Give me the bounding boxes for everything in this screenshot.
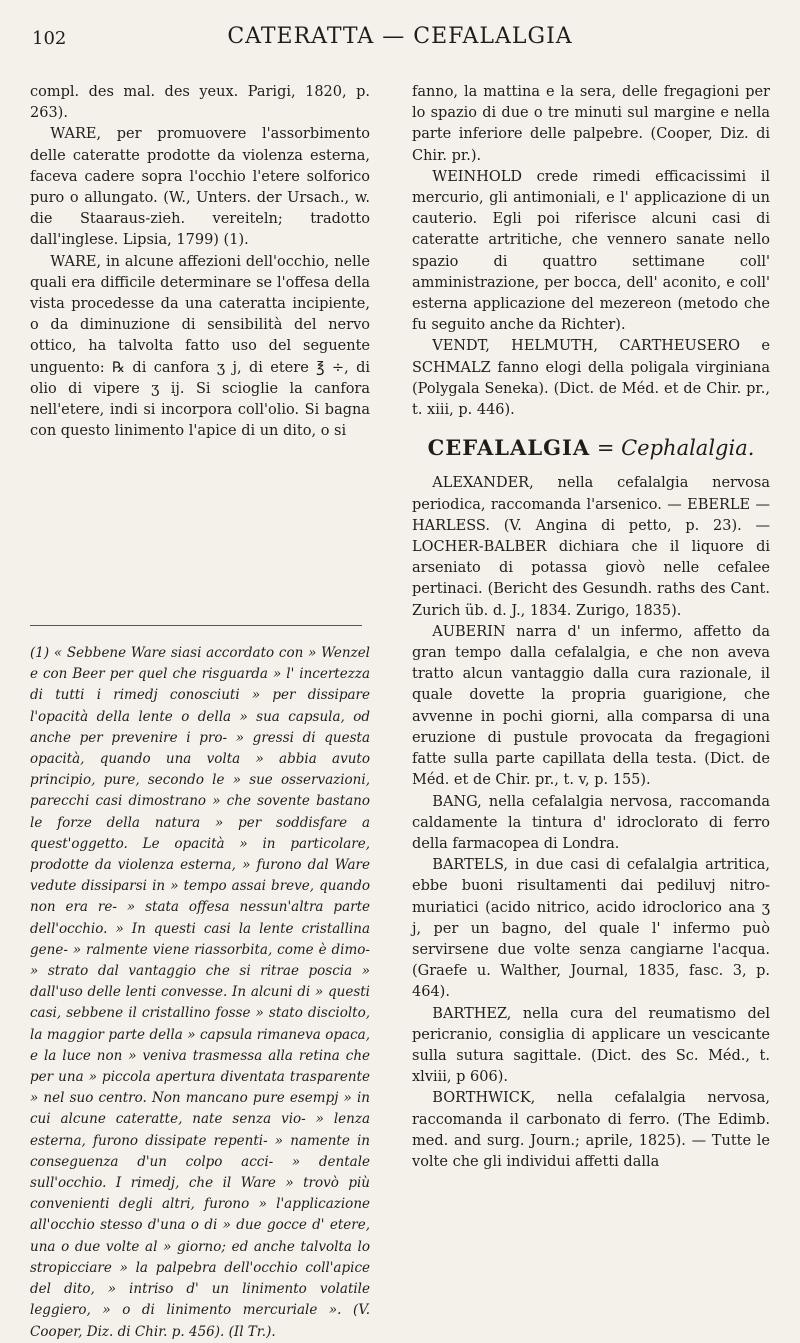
paragraph: fanno, la mattina e la sera, delle fregagioni per lo spazio di due o tre minuti sul margine e nella parte inferiore delle palpebre. (Cooper, Diz. di Chir. pr.). bbox=[412, 84, 770, 164]
paragraph: BARTELS, in due casi di cefalalgia artritica, ebbe buoni risultamenti dai pediluvj nitro-muriatici (acido nitrico, acido idroclorico ana ʒ j, per un bagno, del quale l' infermo può servirsene due volte senza cangiarne l'acqua. (Graefe u. Walther, Journal, 1835, fasc. 3, p. 464). bbox=[412, 857, 770, 1001]
section-heading bbox=[412, 437, 770, 459]
paragraph: WEINHOLD crede rimedi efficacissimi il mercurio, gli antimoniali, e l' applicazione di un cauterio. Egli poi riferisce alcuni casi di cateratte artritiche, che vennero sanate nello spazio di quattro settimane coll' amministrazione, per bocca, dell' aconito, e coll' esterna applicazione del mezereon (metodo che fu seguito anche da Richter). bbox=[412, 168, 770, 334]
paragraph: VENDT, HELMUTH, CARTHEUSERO e SCHMALZ fanno elogi della poligala virginiana (Polygala Seneka). (Dict. de Méd. et de Chir. pr., t. xiii, p. 446). bbox=[412, 338, 770, 419]
footnote-text: (1) « Sebbene Ware siasi accordato con » Wenzel e con Beer per quel che risguarda » l' incertezza di tutti i rimedj conosciuti » per dissipare l'opacità della lente o della » sua capsula, od anche per prevenire i pro- » gressi di questa opacità, quando una volta » abbia avuto principio, pure, secondo le » sue osservazioni, parecchi casi dimostrano » che sovente bastano le forze della natura » per soddisfare a quest'oggetto. Le opacità » in particolare, prodotte da violenza esterna, » furono dal Ware vedute dissiparsi in » tempo assai breve, quando non era re- » stata offesa nessun'altra parte dell'occhio. » In questi casi la lente cristallina gene- » ralmente viene riassorbita, come è dimo- » strato dal vantaggio che si ritrae poscia » dall'uso delle lenti convesse. In alcuni di » questi casi, sebbene il cristallino fosse » stato disciolto, la maggior parte della » capsula rimaneva opaca, e la luce non » veniva trasmessa alla retina che per una » piccola apertura diventata trasparente » nel suo centro. Non mancano pure esempj » in cui alcune cateratte, nate senza vio- » lenza esterna, furono dissipate repenti- » namente in conseguenza d'un colpo acci- » dentale sull'occhio. I rimedj, che il Ware » trovò più convenienti degli altri, furono » l'applicazione all'occhio stesso d'una o di » due gocce d' etere, una o due volte al » giorno; ed anche talvolta lo stropicciare » la palpebra dell'occhio coll'apice del dito, » intriso d' un linimento volatile leggiero, » o di linimento mercuriale ». (V. Cooper, Diz. di Chir. p. 456). (Il Tr.). bbox=[30, 645, 370, 1340]
footnote bbox=[30, 643, 370, 1343]
page-number: 102 bbox=[32, 28, 67, 49]
paragraph: WARE, per promuovere l'assorbimento delle cateratte prodotte da violenza esterna, faceva cadere sopra l'occhio l'etere solforico puro o allungato. (W., Unters. der Ursach., w. die Staaraus-zieh. vereiteln; tradotto dall'inglese. Lipsia, 1799) (1). bbox=[30, 126, 370, 249]
left-column bbox=[30, 82, 370, 442]
paragraph: BORTHWICK, nella cefalalgia nervosa, raccomanda il carbonato di ferro. (The Edimb. med. and surg. Journ.; aprile, 1825). — Tutte le volte che gli individui affetti dalla bbox=[412, 1090, 770, 1170]
paragraph: AUBERIN narra d' un infermo, affetto da gran tempo dalla cefalalgia, e che non aveva tratto alcun vantaggio dalla cura razionale, il quale dovette la propria guarigione, che avvenne in pochi giorni, alla comparsa di una eruzione di pustule provocata da fregagioni fatte sulla parte capillata della testa. (Dict. de Méd. et de Chir. pr., t. v, p. 155). bbox=[412, 623, 770, 789]
paragraph: BANG, nella cefalalgia nervosa, raccomanda caldamente la tintura d' idroclorato di ferro della farmacopea di Londra. bbox=[412, 793, 770, 852]
footnote-divider bbox=[30, 625, 362, 626]
paragraph: ALEXANDER, nella cefalalgia nervosa periodica, raccomanda l'arsenico. — EBERLE — HARLESS. (V. Angina di petto, p. 23). — LOCHER-BALBER dichiara che il liquore di arseniato di potassa giovò nelle cefalee pertinaci. (Bericht des Gesundh. raths des Cant. Zurich üb. d. J., 1834. Zurigo, 1835). bbox=[412, 475, 770, 619]
right-column bbox=[412, 82, 770, 1173]
paragraph: WARE, in alcune affezioni dell'occhio, nelle quali era difficile determinare se l'offesa della vista procedesse da una cateratta incipiente, o da diminuzione di sensibilità del nervo ottico, ha talvolta fatto uso del seguente unguento: ℞ di canfora ʒ j, di etere ℥ ÷, di olio di vipere ʒ ij. Si scioglie la canfora nell'etere, indi si incorpora coll'olio. Si bagna con questo linimento l'apice di un dito, o si bbox=[30, 253, 370, 440]
page-header bbox=[32, 22, 768, 62]
section-heading-latin: Cephalalgia. bbox=[621, 436, 755, 461]
paragraph: BARTHEZ, nella cura del reumatismo del pericranio, consiglia di applicare un vescicante sulla sutura sagittale. (Dict. des Sc. Méd., t. xlviii, p 606). bbox=[412, 1005, 770, 1086]
section-heading-separator: = bbox=[590, 436, 622, 461]
paragraph: compl. des mal. des yeux. Parigi, 1820, p. 263). bbox=[30, 84, 370, 122]
running-head: CATERATTA — CEFALALGIA bbox=[227, 24, 573, 49]
section-heading-title: CEFALALGIA bbox=[427, 435, 591, 461]
